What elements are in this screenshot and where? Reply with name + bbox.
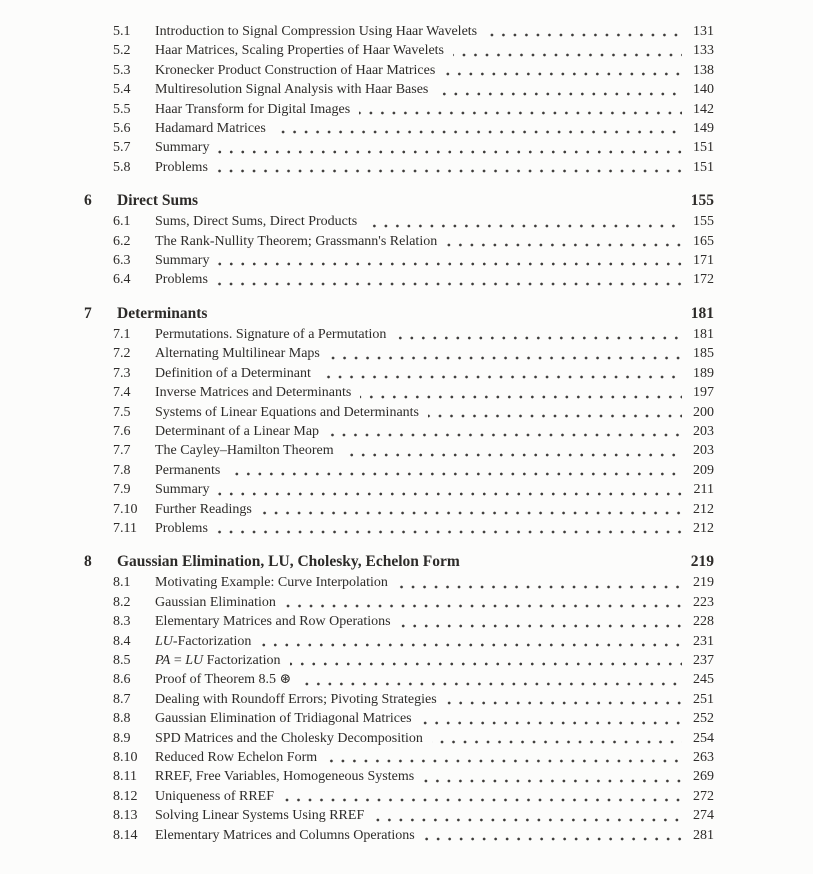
dot-leader bbox=[453, 53, 682, 57]
section-number: 8.9 bbox=[113, 730, 131, 746]
dot-leader bbox=[217, 282, 682, 286]
section-title-segment: LU bbox=[185, 652, 204, 668]
section-page-number: 252 bbox=[693, 711, 714, 727]
section-number: 8.12 bbox=[113, 788, 138, 804]
dot-leader bbox=[424, 837, 682, 841]
dot-leader bbox=[397, 585, 682, 589]
section-page-number: 263 bbox=[693, 750, 714, 765]
toc-section-row bbox=[84, 500, 714, 519]
section-title-segment: -Factorization bbox=[172, 633, 252, 649]
section-title: Inverse Matrices and Determinants bbox=[155, 385, 352, 401]
toc-section-row bbox=[84, 61, 714, 80]
section-title: Motivating Example: Curve Interpolation bbox=[155, 575, 388, 591]
chapter-title: Determinants bbox=[117, 304, 208, 322]
dot-leader bbox=[328, 433, 682, 437]
dot-leader bbox=[300, 682, 682, 686]
section-number: 5.6 bbox=[113, 121, 131, 137]
section-page-number: 131 bbox=[693, 24, 714, 39]
section-title: Systems of Linear Equations and Determinants bbox=[155, 404, 419, 420]
section-number: 5.7 bbox=[113, 140, 131, 156]
section-title bbox=[155, 651, 281, 670]
section-number: 6.3 bbox=[113, 253, 131, 269]
dot-leader bbox=[373, 818, 682, 822]
section-page-number: 151 bbox=[693, 159, 714, 175]
section-number: 5.3 bbox=[113, 62, 131, 78]
section-page-number: 133 bbox=[693, 43, 714, 59]
section-title: SPD Matrices and the Cholesky Decomposition bbox=[155, 730, 423, 746]
toc-section-row bbox=[84, 41, 714, 60]
section-number: 6.1 bbox=[113, 214, 131, 230]
toc-section-row bbox=[84, 441, 714, 460]
toc-section-row bbox=[84, 651, 714, 670]
section-title-segment: Factorization bbox=[203, 652, 281, 668]
section-number: 8.13 bbox=[113, 808, 138, 824]
section-page-number: 165 bbox=[693, 233, 714, 249]
dot-leader bbox=[329, 356, 682, 360]
section-page-number: 142 bbox=[693, 101, 714, 117]
dot-leader bbox=[428, 414, 682, 418]
section-title bbox=[155, 632, 251, 651]
toc-section-row bbox=[84, 709, 714, 728]
section-page-number: 272 bbox=[693, 788, 714, 804]
toc-section-row bbox=[84, 80, 714, 99]
section-title: The Rank-Nullity Theorem; Grassmann's Relation bbox=[155, 233, 438, 249]
section-number: 5.4 bbox=[113, 82, 131, 98]
chapter-number: 6 bbox=[84, 192, 92, 210]
section-page-number: 197 bbox=[693, 385, 714, 401]
section-number: 8.14 bbox=[113, 827, 138, 843]
toc-section-row bbox=[84, 632, 714, 651]
section-title: Further Readings bbox=[155, 501, 252, 517]
toc-section-row bbox=[84, 270, 714, 289]
dot-leader bbox=[421, 721, 682, 725]
toc-section-row bbox=[84, 806, 714, 825]
section-page-number: 269 bbox=[693, 769, 714, 785]
dot-leader bbox=[446, 243, 682, 247]
dot-leader bbox=[229, 472, 682, 476]
toc-section-row bbox=[84, 461, 714, 480]
toc-section-row bbox=[84, 212, 714, 231]
toc-section-row bbox=[84, 364, 714, 383]
section-number: 7.3 bbox=[113, 365, 131, 381]
chapter-number: 7 bbox=[84, 304, 92, 322]
section-title: Haar Matrices, Scaling Properties of Haar Wavelets bbox=[155, 43, 445, 59]
section-number: 7.10 bbox=[113, 501, 138, 517]
section-number: 7.4 bbox=[113, 385, 131, 401]
section-title: Elementary Matrices and Columns Operations bbox=[155, 827, 415, 843]
section-page-number: 251 bbox=[693, 691, 714, 707]
section-title: Problems bbox=[155, 520, 208, 536]
section-number: 8.4 bbox=[113, 633, 131, 649]
chapter-title: Direct Sums bbox=[117, 192, 199, 210]
section-title: Determinant of a Linear Map bbox=[155, 423, 320, 439]
toc-chapter-row bbox=[84, 190, 714, 211]
dot-leader bbox=[217, 169, 682, 173]
toc-section-row bbox=[84, 670, 714, 689]
dot-leader bbox=[275, 130, 682, 134]
section-number: 8.5 bbox=[113, 652, 131, 668]
section-page-number: 140 bbox=[693, 82, 714, 98]
toc-section-row bbox=[84, 767, 714, 786]
dot-leader bbox=[218, 150, 682, 154]
section-number: 5.5 bbox=[113, 101, 131, 117]
section-title: Introduction to Signal Compression Using Haar Wavelets bbox=[155, 24, 478, 39]
section-page-number: 155 bbox=[693, 214, 714, 230]
section-page-number: 245 bbox=[693, 672, 714, 688]
dot-leader bbox=[285, 604, 682, 608]
dot-leader bbox=[446, 701, 682, 705]
dot-leader bbox=[218, 492, 682, 496]
section-title: Solving Linear Systems Using RREF bbox=[155, 808, 365, 824]
section-page-number: 219 bbox=[693, 575, 714, 591]
section-page-number: 231 bbox=[693, 633, 714, 649]
section-number: 8.11 bbox=[113, 769, 137, 785]
chapter-number: 8 bbox=[84, 553, 92, 571]
section-page-number: 149 bbox=[693, 121, 714, 137]
section-page-number: 254 bbox=[693, 730, 714, 746]
chapter-page-number: 219 bbox=[690, 553, 714, 571]
table-of-contents bbox=[84, 22, 714, 845]
toc-section-row bbox=[84, 826, 714, 845]
section-page-number: 171 bbox=[693, 253, 714, 269]
section-number: 7.6 bbox=[113, 423, 131, 439]
section-title: Elementary Matrices and Row Operations bbox=[155, 614, 391, 630]
toc-section-row bbox=[84, 519, 714, 538]
dot-leader bbox=[359, 111, 682, 115]
section-page-number: 212 bbox=[693, 501, 714, 517]
section-number: 8.2 bbox=[113, 594, 131, 610]
section-title: Summary bbox=[155, 140, 210, 156]
dot-leader bbox=[218, 262, 682, 266]
toc-section-row bbox=[84, 100, 714, 119]
toc-section-row bbox=[84, 251, 714, 270]
section-page-number: 203 bbox=[693, 423, 714, 439]
toc-chapter-row bbox=[84, 551, 714, 572]
dot-leader bbox=[343, 453, 682, 457]
section-number: 7.9 bbox=[113, 482, 131, 498]
toc-section-row bbox=[84, 573, 714, 592]
section-number: 7.8 bbox=[113, 462, 131, 478]
section-number: 8.3 bbox=[113, 614, 131, 630]
section-title: Proof of Theorem 8.5 ⊛ bbox=[155, 672, 292, 688]
section-page-number: 223 bbox=[693, 594, 714, 610]
dot-leader bbox=[261, 511, 682, 515]
section-number: 8.8 bbox=[113, 711, 131, 727]
section-title: Alternating Multilinear Maps bbox=[155, 346, 320, 362]
dot-leader bbox=[400, 624, 682, 628]
toc-section-row bbox=[84, 612, 714, 631]
section-page-number: 209 bbox=[693, 462, 714, 478]
toc-section-row bbox=[84, 119, 714, 138]
dot-leader bbox=[423, 779, 682, 783]
section-title: The Cayley–Hamilton Theorem bbox=[155, 443, 334, 459]
section-title: Problems bbox=[155, 159, 208, 175]
toc-section-row bbox=[84, 748, 714, 767]
section-number: 7.5 bbox=[113, 404, 131, 420]
section-title: Summary bbox=[155, 482, 210, 498]
dot-leader bbox=[486, 33, 682, 37]
dot-leader bbox=[366, 224, 682, 228]
section-number: 7.7 bbox=[113, 443, 131, 459]
toc-section-row bbox=[84, 729, 714, 748]
section-page-number: 274 bbox=[693, 808, 714, 824]
dot-leader bbox=[217, 530, 682, 534]
section-page-number: 211 bbox=[693, 482, 714, 498]
section-title: Gaussian Elimination of Tridiagonal Matrices bbox=[155, 711, 412, 727]
dot-leader bbox=[444, 72, 682, 76]
section-page-number: 172 bbox=[693, 272, 714, 288]
section-page-number: 281 bbox=[693, 827, 714, 843]
section-title: Hadamard Matrices bbox=[155, 121, 266, 137]
toc-section-row bbox=[84, 480, 714, 499]
toc-chapter-row bbox=[84, 303, 714, 324]
section-title: Multiresolution Signal Analysis with Haar Bases bbox=[155, 82, 429, 98]
section-number: 7.11 bbox=[113, 520, 137, 536]
section-title: Definition of a Determinant bbox=[155, 365, 311, 381]
dot-leader bbox=[360, 395, 682, 399]
section-number: 8.10 bbox=[113, 750, 138, 765]
section-title: Permutations. Signature of a Permutation bbox=[155, 326, 387, 342]
section-title: Gaussian Elimination bbox=[155, 594, 276, 610]
section-title: Dealing with Roundoff Errors; Pivoting Strategies bbox=[155, 691, 437, 707]
dot-leader bbox=[320, 375, 682, 379]
section-number: 7.2 bbox=[113, 346, 131, 362]
section-title: Sums, Direct Sums, Direct Products bbox=[155, 214, 358, 230]
section-page-number: 212 bbox=[693, 520, 714, 536]
section-number: 6.2 bbox=[113, 233, 131, 249]
section-page-number: 200 bbox=[693, 404, 714, 420]
dot-leader bbox=[395, 336, 682, 340]
section-number: 5.2 bbox=[113, 43, 131, 59]
section-page-number: 203 bbox=[693, 443, 714, 459]
section-title-segment: PA bbox=[155, 652, 171, 668]
toc-section-row bbox=[84, 158, 714, 177]
section-title: Summary bbox=[155, 253, 210, 269]
section-number: 8.1 bbox=[113, 575, 131, 591]
dot-leader bbox=[260, 643, 682, 647]
toc-section-row bbox=[84, 690, 714, 709]
chapter-title: Gaussian Elimination, LU, Cholesky, Echelon Form bbox=[117, 553, 460, 571]
toc-section-row bbox=[84, 138, 714, 157]
section-page-number: 228 bbox=[693, 614, 714, 630]
section-page-number: 185 bbox=[693, 346, 714, 362]
section-number: 5.1 bbox=[113, 24, 131, 39]
dot-leader bbox=[326, 759, 682, 763]
section-title: RREF, Free Variables, Homogeneous Systems bbox=[155, 769, 415, 785]
section-page-number: 181 bbox=[693, 326, 714, 342]
chapter-page-number: 181 bbox=[690, 304, 714, 322]
toc-section-row bbox=[84, 232, 714, 251]
section-title: Reduced Row Echelon Form bbox=[155, 750, 318, 765]
section-page-number: 237 bbox=[693, 652, 714, 668]
section-page-number: 189 bbox=[693, 365, 714, 381]
section-title: Problems bbox=[155, 272, 208, 288]
toc-section-row bbox=[84, 383, 714, 402]
section-page-number: 151 bbox=[693, 140, 714, 156]
toc-section-row bbox=[84, 422, 714, 441]
section-title: Kronecker Product Construction of Haar Matrices bbox=[155, 62, 436, 78]
toc-section-row bbox=[84, 325, 714, 344]
section-title: Permanents bbox=[155, 462, 221, 478]
dot-leader bbox=[432, 740, 682, 744]
section-title: Uniqueness of RREF bbox=[155, 788, 274, 804]
section-number: 8.6 bbox=[113, 672, 131, 688]
toc-section-row bbox=[84, 403, 714, 422]
section-page-number: 138 bbox=[693, 62, 714, 78]
dot-leader bbox=[290, 662, 683, 666]
toc-section-row bbox=[84, 787, 714, 806]
dot-leader bbox=[283, 798, 682, 802]
section-number: 8.7 bbox=[113, 691, 131, 707]
toc-section-row bbox=[84, 593, 714, 612]
section-number: 7.1 bbox=[113, 326, 131, 342]
chapter-page-number: 155 bbox=[690, 192, 714, 210]
section-title-segment: LU bbox=[155, 633, 173, 649]
toc-section-row bbox=[84, 344, 714, 363]
section-title-segment: = bbox=[170, 652, 186, 668]
section-number: 6.4 bbox=[113, 272, 131, 288]
toc-section-row bbox=[84, 22, 714, 41]
dot-leader bbox=[437, 92, 682, 96]
section-title: Haar Transform for Digital Images bbox=[155, 101, 351, 117]
section-number: 5.8 bbox=[113, 159, 131, 175]
